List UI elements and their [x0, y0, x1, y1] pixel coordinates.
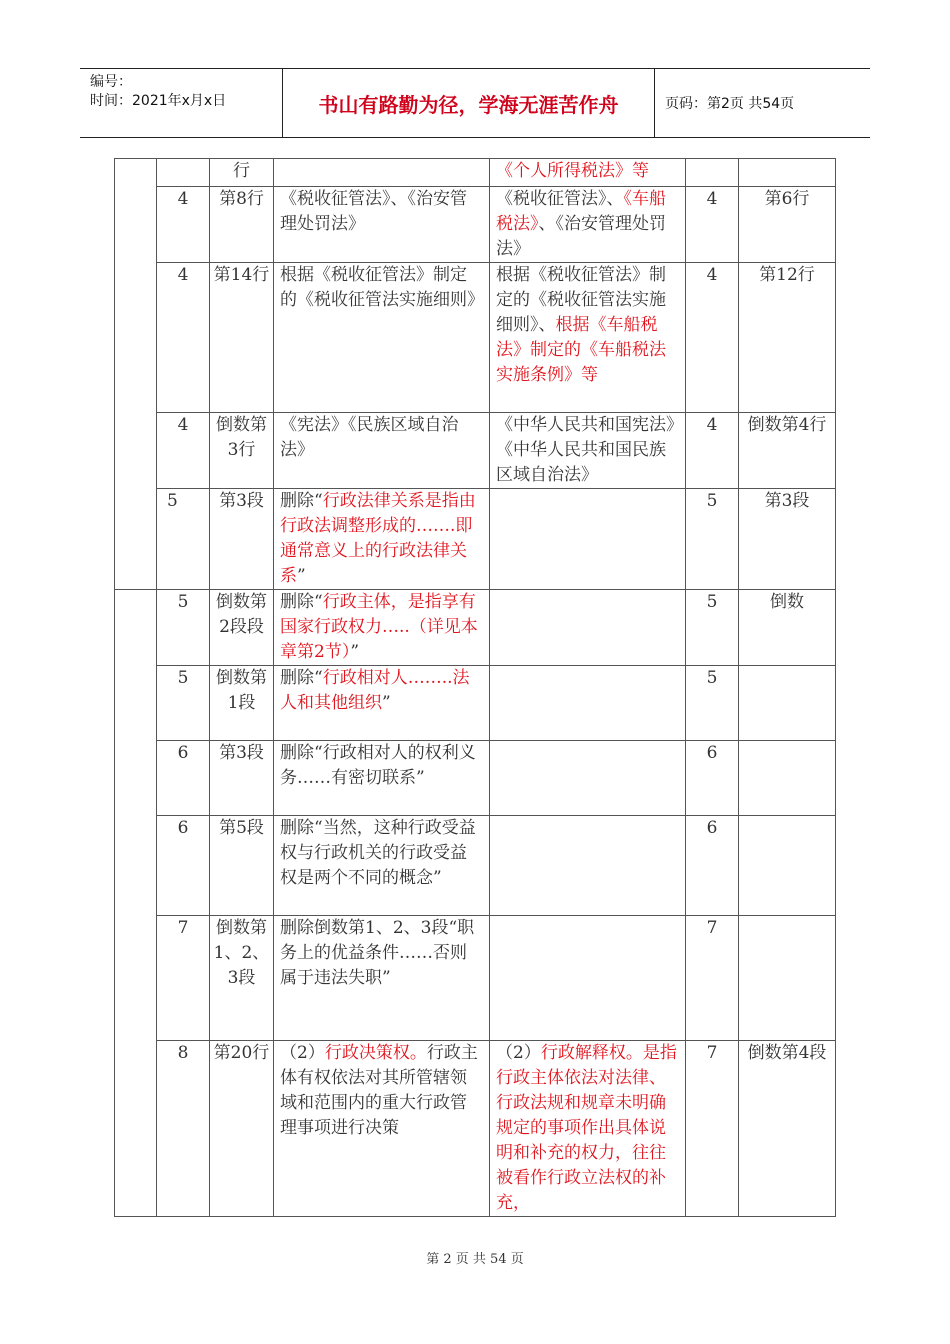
revised-text-segment: 《税收征管法》、: [496, 189, 624, 209]
table-row: [115, 263, 836, 413]
table-row: [115, 816, 836, 916]
original-location-cell: 第5段: [210, 816, 274, 916]
revised-text-segment: （2）: [496, 1043, 541, 1063]
revised-text-cell: [490, 590, 686, 666]
revised-text-segment: 、《治安管理处罚法》: [496, 214, 666, 259]
original-text-cell: [274, 916, 490, 1041]
document-number-label: 编号：: [90, 74, 132, 90]
revised-text-cell: [490, 413, 686, 489]
original-text-cell: [274, 1041, 490, 1217]
original-text-cell: [274, 159, 490, 187]
revised-location-cell: 倒数第4行: [739, 413, 836, 489]
original-page-cell: 7: [157, 916, 210, 1041]
table-row: [115, 741, 836, 816]
revised-text-cell: [490, 489, 686, 590]
page-footer: 第 2 页 共 54 页: [426, 1252, 524, 1267]
original-text-segment: 行政决策权。: [324, 1043, 427, 1063]
original-text-segment: 删除“: [280, 592, 323, 612]
original-page-cell: 5: [157, 666, 210, 741]
blank-margin-cell: [115, 590, 157, 1217]
original-page-cell: 4: [157, 413, 210, 489]
revised-text-segment: 行政解释权。是指行政主体依法对法律、行政法规和规章未明确规定的事项作出具体说明和补充的权力，往往被看作行政立法权的补充，: [496, 1043, 677, 1213]
original-text-segment: 删除倒数第1、2、3段“职务上的优益条件……否则属于违法失职”: [280, 918, 475, 988]
revised-location-cell: [739, 666, 836, 741]
original-text-segment: 删除“: [280, 668, 323, 688]
original-page-cell: 8: [157, 1041, 210, 1217]
original-text-segment: 删除“: [280, 491, 323, 511]
document-date-label: 时间：2021年x月x日: [90, 93, 227, 109]
table-row: [115, 1041, 836, 1217]
original-text-segment: 根据《税收征管法》制定的《税收征管法实施细则》: [280, 265, 484, 310]
revised-location-cell: [739, 741, 836, 816]
revised-text-segment: 《车船税法》: [496, 189, 666, 234]
original-text-cell: [274, 413, 490, 489]
revised-location-cell: 第6行: [739, 187, 836, 263]
revised-text-segment: 《个人所得税法》等: [496, 161, 649, 181]
table-row: [115, 159, 836, 187]
revised-location-cell: [739, 159, 836, 187]
revised-text-segment: 根据《税收征管法》制定的《税收征管法实施细则》、: [496, 265, 666, 335]
original-text-segment: 删除“当然，这种行政受益权与行政机关的行政受益权是两个不同的概念”: [280, 818, 476, 888]
original-location-cell: 第3段: [210, 489, 274, 590]
original-location-cell: 倒数第3行: [210, 413, 274, 489]
original-page-cell: 4: [157, 263, 210, 413]
revised-text-cell: [490, 916, 686, 1041]
revised-text-cell: [490, 187, 686, 263]
revised-location-cell: 第12行: [739, 263, 836, 413]
original-page-cell: 5: [157, 489, 210, 590]
errata-table: [114, 158, 836, 1217]
revised-page-cell: 6: [686, 816, 739, 916]
revised-page-cell: 5: [686, 590, 739, 666]
table-row: [115, 187, 836, 263]
original-text-cell: [274, 741, 490, 816]
original-text-segment: ”: [297, 566, 306, 586]
original-location-cell: 倒数第2段段: [210, 590, 274, 666]
original-location-cell: 第8行: [210, 187, 274, 263]
revised-location-cell: [739, 916, 836, 1041]
header-motto: 书山有路勤为径，学海无涯苦作舟: [283, 69, 655, 137]
revised-page-cell: 6: [686, 741, 739, 816]
original-text-segment: 行政主体，是指享有国家行政权力…..（详见本章第2节）: [280, 592, 478, 662]
revised-text-cell: [490, 263, 686, 413]
original-text-cell: [274, 489, 490, 590]
original-text-segment: 《税收征管法》、《治安管理处罚法》: [280, 189, 467, 234]
revised-location-cell: 倒数: [739, 590, 836, 666]
table-row: [115, 489, 836, 590]
original-text-cell: [274, 263, 490, 413]
original-page-cell: [157, 159, 210, 187]
revised-page-cell: 5: [686, 489, 739, 590]
revised-location-cell: [739, 816, 836, 916]
revised-page-cell: 4: [686, 263, 739, 413]
original-location-cell: 第3段: [210, 741, 274, 816]
blank-margin-cell: [115, 159, 157, 590]
original-location-cell: 倒数第1、2、3段: [210, 916, 274, 1041]
original-page-cell: 6: [157, 816, 210, 916]
revised-text-cell: [490, 1041, 686, 1217]
original-text-segment: ”: [350, 642, 360, 662]
table-row: [115, 590, 836, 666]
original-text-cell: [274, 590, 490, 666]
original-page-cell: 4: [157, 187, 210, 263]
page-header: [80, 68, 870, 138]
header-meta: [80, 69, 283, 137]
revised-text-cell: [490, 666, 686, 741]
revised-page-cell: 5: [686, 666, 739, 741]
original-text-segment: 行政主体有权依法对其所管辖领域和范围内的重大行政管理事项进行决策: [280, 1043, 478, 1138]
original-text-cell: [274, 187, 490, 263]
revised-text-segment: 《中华人民共和国宪法》《中华人民共和国民族区域自治法》: [496, 415, 675, 485]
original-location-cell: 行: [210, 159, 274, 187]
revised-page-cell: 7: [686, 1041, 739, 1217]
original-text-cell: [274, 666, 490, 741]
revised-page-cell: 7: [686, 916, 739, 1041]
table-row: [115, 916, 836, 1041]
revised-text-segment: 根据《车船税法》制定的《车船税法实施条例》等: [496, 315, 666, 385]
original-text-segment: ”: [382, 693, 391, 713]
revised-location-cell: 倒数第4段: [739, 1041, 836, 1217]
revised-page-cell: [686, 159, 739, 187]
revised-page-cell: 4: [686, 187, 739, 263]
revised-location-cell: 第3段: [739, 489, 836, 590]
original-location-cell: 第14行: [210, 263, 274, 413]
revised-text-cell: [490, 741, 686, 816]
original-page-cell: 5: [157, 590, 210, 666]
original-text-segment: （2）: [280, 1043, 325, 1063]
header-page-label: 页码：第2页 共54页: [665, 96, 795, 112]
table-row: [115, 413, 836, 489]
original-text-cell: [274, 816, 490, 916]
original-text-segment: 行政法律关系是指由行政法调整形成的…….即通常意义上的行政法律关系: [280, 491, 476, 586]
original-location-cell: 第20行: [210, 1041, 274, 1217]
original-page-cell: 6: [157, 741, 210, 816]
original-location-cell: 倒数第1段: [210, 666, 274, 741]
revised-text-cell: [490, 159, 686, 187]
original-text-segment: 行政相对人……..法人和其他组织: [280, 668, 470, 713]
revised-page-cell: 4: [686, 413, 739, 489]
original-text-segment: 删除“行政相对人的权利义务……有密切联系”: [280, 743, 476, 788]
original-text-segment: 《宪法》《民族区域自治法》: [280, 415, 459, 460]
table-row: [115, 666, 836, 741]
revised-text-cell: [490, 816, 686, 916]
